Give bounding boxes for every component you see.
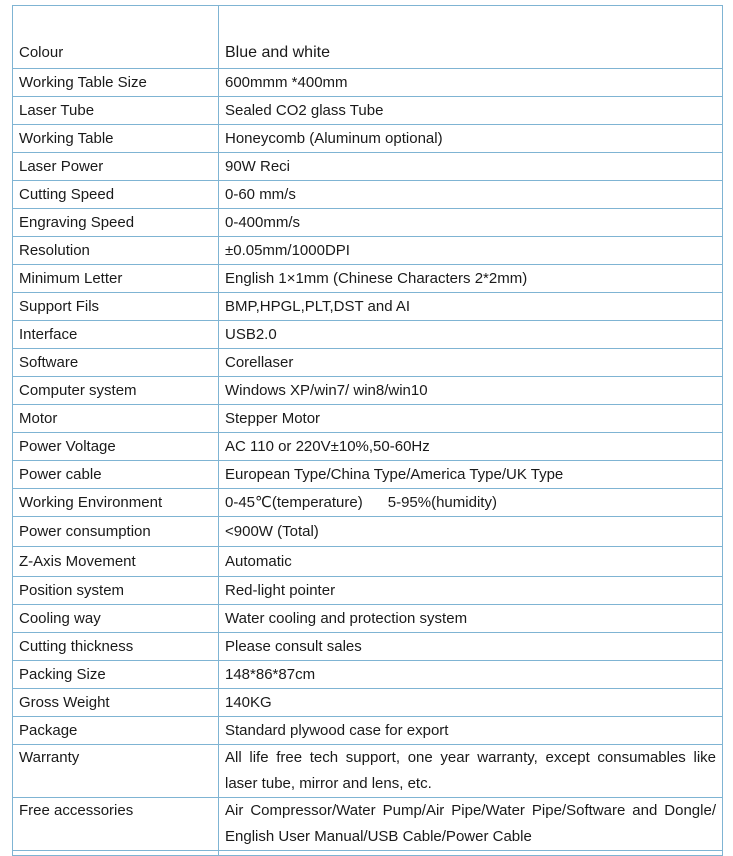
spec-label: Cooling way xyxy=(13,605,219,633)
spec-label: Working Environment xyxy=(13,489,219,517)
spec-label: Minimum Letter xyxy=(13,265,219,293)
table-row xyxy=(13,321,723,349)
spec-label: Support Fils xyxy=(13,293,219,321)
table-row xyxy=(13,798,723,851)
spec-value: Windows XP/win7/ win8/win10 xyxy=(219,377,723,405)
spec-value: BMP,HPGL,PLT,DST and AI xyxy=(219,293,723,321)
spec-table xyxy=(12,5,723,856)
spec-value: Stepper Motor xyxy=(219,405,723,433)
spec-label: Computer system xyxy=(13,377,219,405)
table-row xyxy=(13,851,723,856)
spec-value: 0-60 mm/s xyxy=(219,181,723,209)
spec-label: Interface xyxy=(13,321,219,349)
table-row xyxy=(13,517,723,547)
spec-label: Power Voltage xyxy=(13,433,219,461)
table-row xyxy=(13,745,723,798)
spec-label: Engraving Speed xyxy=(13,209,219,237)
table-row xyxy=(13,209,723,237)
spec-label: Working Table Size xyxy=(13,69,219,97)
spec-value: Water cooling and protection system xyxy=(219,605,723,633)
table-row xyxy=(13,6,723,69)
table-row xyxy=(13,605,723,633)
spec-value: Automatic xyxy=(219,547,723,577)
table-row xyxy=(13,97,723,125)
spec-value: 90W Reci xyxy=(219,153,723,181)
spec-value: Corellaser xyxy=(219,349,723,377)
table-row xyxy=(13,433,723,461)
spec-label: Laser Power xyxy=(13,153,219,181)
spec-label: Packing Size xyxy=(13,661,219,689)
table-row xyxy=(13,489,723,517)
table-row xyxy=(13,293,723,321)
spec-value: AC 110 or 220V±10%,50-60Hz xyxy=(219,433,723,461)
spec-value: <900W (Total) xyxy=(219,517,723,547)
spec-value: Red-light pointer xyxy=(219,577,723,605)
spec-label: Cutting thickness xyxy=(13,633,219,661)
spec-value: All life free tech support, one year warranty, except consumables like laser tube, mirror and lens, etc. xyxy=(219,745,723,798)
spec-value: 0-400mm/s xyxy=(219,209,723,237)
spec-label: Colour xyxy=(13,6,219,69)
table-row xyxy=(13,461,723,489)
spec-value: Sealed CO2 glass Tube xyxy=(219,97,723,125)
spec-label: Motor xyxy=(13,405,219,433)
table-row xyxy=(13,547,723,577)
spec-label: Warranty xyxy=(13,745,219,798)
spec-value: Air Compressor/Water Pump/Air Pipe/Water Pipe/Software and Dongle/ English User Manual/USB Cable/Power Cable xyxy=(219,798,723,851)
table-row xyxy=(13,153,723,181)
table-row xyxy=(13,577,723,605)
spec-value: ±0.05mm/1000DPI xyxy=(219,237,723,265)
spec-label: Cutting Speed xyxy=(13,181,219,209)
spec-value: Blue and white xyxy=(219,6,723,69)
spec-value-empty xyxy=(219,851,723,856)
spec-value: 148*86*87cm xyxy=(219,661,723,689)
spec-label: Laser Tube xyxy=(13,97,219,125)
spec-label: Working Table xyxy=(13,125,219,153)
spec-value: Honeycomb (Aluminum optional) xyxy=(219,125,723,153)
table-row xyxy=(13,377,723,405)
spec-label: Z-Axis Movement xyxy=(13,547,219,577)
spec-value: USB2.0 xyxy=(219,321,723,349)
table-row xyxy=(13,633,723,661)
spec-label-empty xyxy=(13,851,219,856)
table-row xyxy=(13,125,723,153)
spec-value: European Type/China Type/America Type/UK Type xyxy=(219,461,723,489)
spec-label: Package xyxy=(13,717,219,745)
spec-value: 600mmm *400mm xyxy=(219,69,723,97)
table-row xyxy=(13,689,723,717)
spec-value: English 1×1mm (Chinese Characters 2*2mm) xyxy=(219,265,723,293)
spec-value: 0-45℃(temperature) 5-95%(humidity) xyxy=(219,489,723,517)
table-row xyxy=(13,265,723,293)
spec-label: Position system xyxy=(13,577,219,605)
spec-label: Gross Weight xyxy=(13,689,219,717)
spec-label: Software xyxy=(13,349,219,377)
spec-value: Please consult sales xyxy=(219,633,723,661)
spec-label: Power consumption xyxy=(13,517,219,547)
table-row xyxy=(13,717,723,745)
spec-label: Resolution xyxy=(13,237,219,265)
table-row xyxy=(13,349,723,377)
spec-label: Free accessories xyxy=(13,798,219,851)
table-row xyxy=(13,661,723,689)
spec-value: 140KG xyxy=(219,689,723,717)
table-row xyxy=(13,237,723,265)
table-row xyxy=(13,181,723,209)
spec-label: Power cable xyxy=(13,461,219,489)
table-row xyxy=(13,69,723,97)
spec-value: Standard plywood case for export xyxy=(219,717,723,745)
table-row xyxy=(13,405,723,433)
